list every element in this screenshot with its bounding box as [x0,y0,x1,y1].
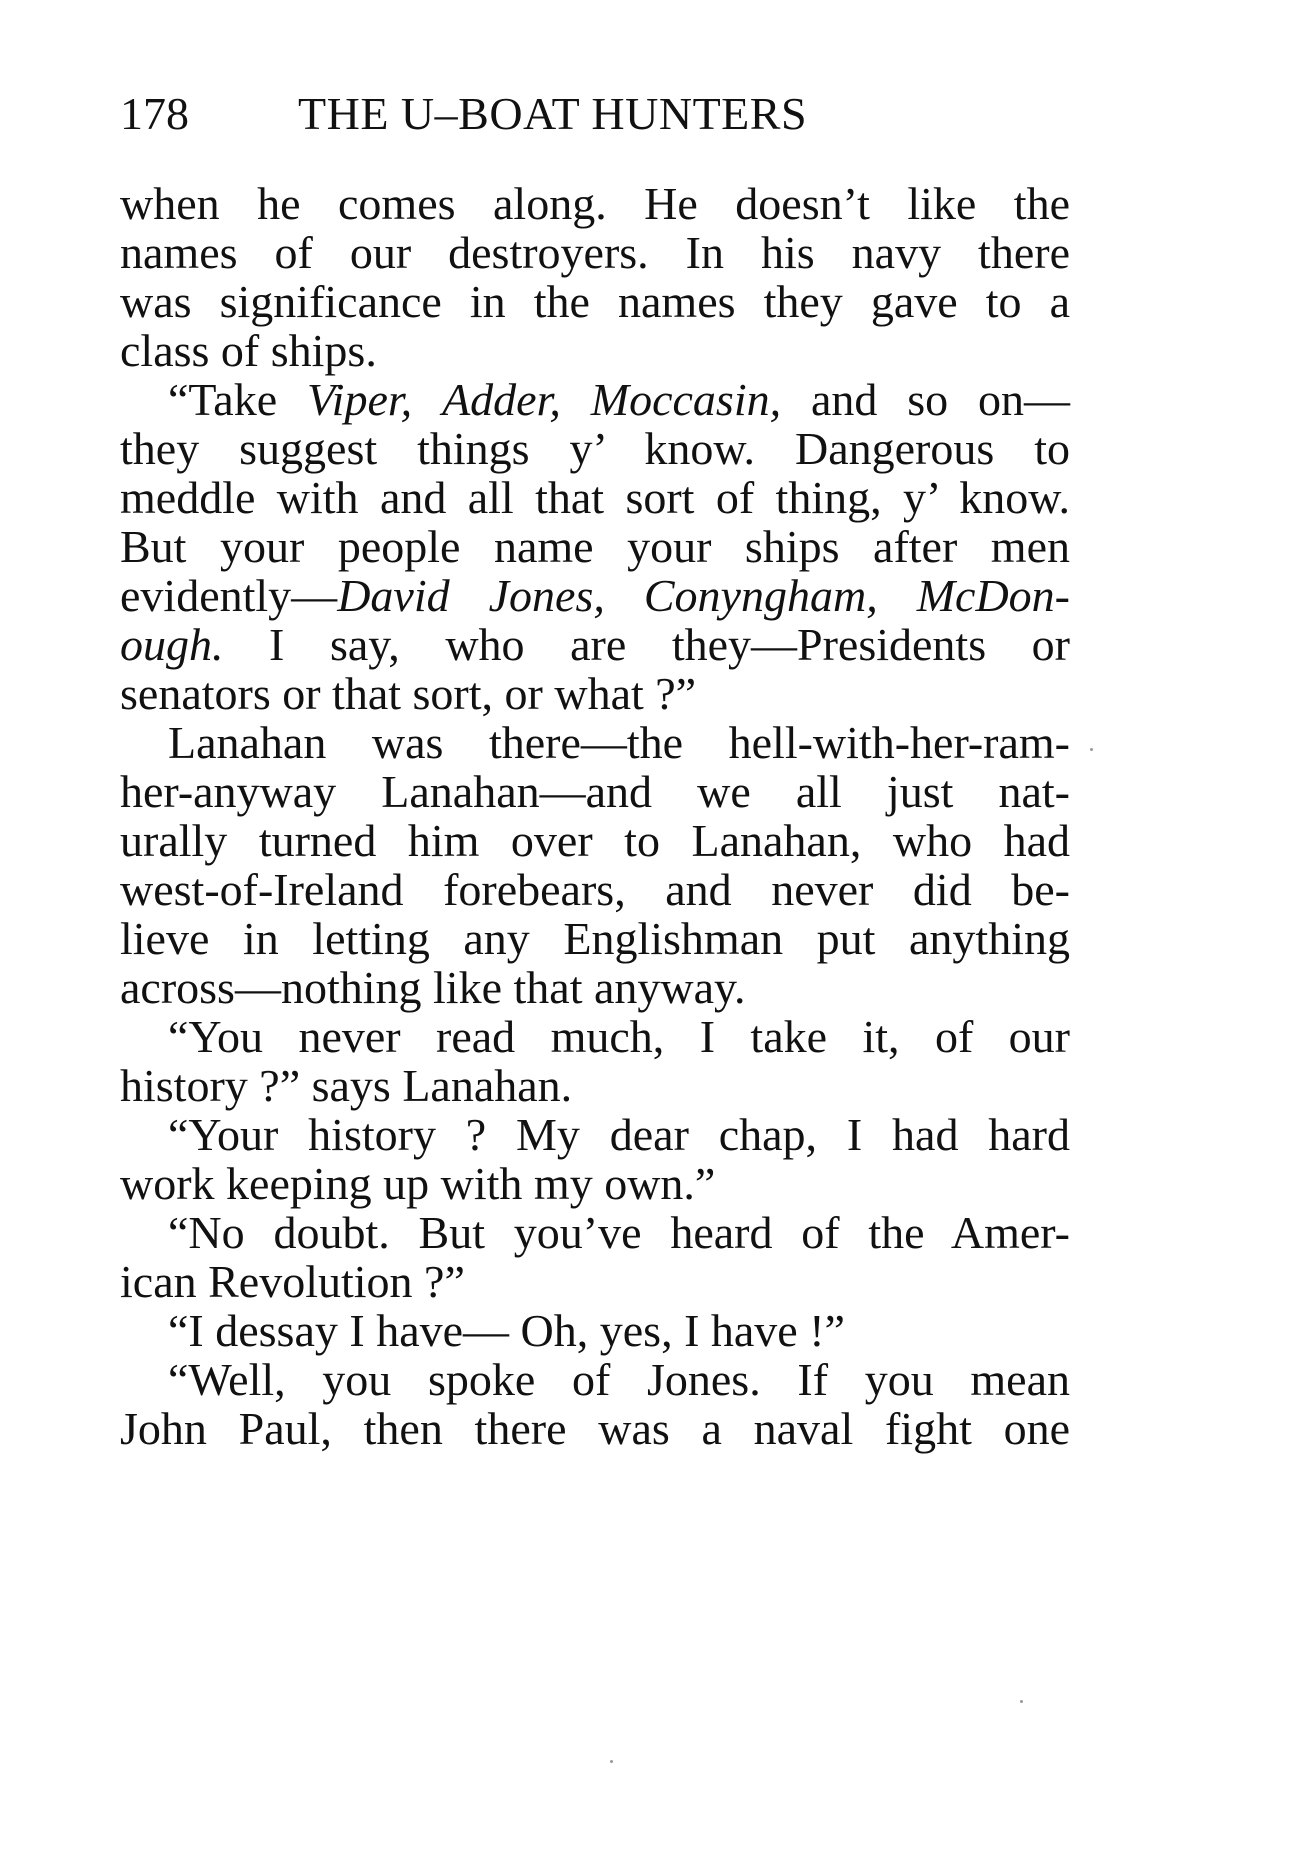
text-line: ough. I say, who are they—Presidents or [120,619,1070,670]
text-line: meddle with and all that sort of thing, y’ know. [120,472,1070,523]
text-line: class of ships. [120,325,377,376]
text-line: “Well, you spoke of Jones. If you mean [168,1354,1070,1405]
text-line: “I dessay I have— Oh, yes, I have !” [168,1305,845,1356]
text-line: lieve in letting any Englishman put anything [120,913,1070,964]
scan-speck [1020,1700,1023,1703]
text-line: history ?” says Lanahan. [120,1060,573,1111]
text-line: across—nothing like that anyway. [120,962,746,1013]
text-line: But your people name your ships after men [120,521,1070,572]
text-line: names of our destroyers. In his navy there [120,227,1070,278]
scan-speck [1090,748,1093,751]
italic-ship-name: Moccasin, [590,374,782,425]
italic-ship-name: McDon- [916,570,1070,621]
text-line: ican Revolution ?” [120,1256,465,1307]
text-line: urally turned him over to Lanahan, who had [120,815,1070,866]
page-header [120,84,1080,144]
text-line: senators or that sort, or what ?” [120,668,697,719]
text-line: “You never read much, I take it, of our [168,1011,1070,1062]
text-line: evidently—David Jones, Conyngham, McDon- [120,570,1070,621]
text-line: west-of-Ireland forebears, and never did be- [120,864,1070,915]
text-line: Lanahan was there—the hell-with-her-ram- [168,717,1070,768]
text-line: they suggest things y’ know. Dangerous to [120,423,1070,474]
italic-ship-name: David Jones, [337,570,605,621]
italic-ship-name: Viper, [307,374,413,425]
italic-ship-name: Adder, [442,374,561,425]
scan-speck [610,1760,613,1763]
running-head: THE U–BOAT HUNTERS [298,88,808,139]
text-line: “Your history ? My dear chap, I had hard [168,1109,1070,1160]
text-line: “No doubt. But you’ve heard of the Amer- [168,1207,1070,1258]
text-line: John Paul, then there was a naval fight one [120,1403,1070,1454]
text-line: when he comes along. He doesn’t like the [120,178,1070,229]
italic-ship-name: Conyngham, [643,570,878,621]
page-number: 178 [120,88,189,139]
text-line: work keeping up with my own.” [120,1158,716,1209]
text-line: her-anyway Lanahan—and we all just nat- [120,766,1070,817]
text-line: “Take Viper, Adder, Moccasin, and so on— [168,374,1071,425]
text-line: was significance in the names they gave to a [120,276,1070,327]
italic-ship-name: ough. [120,619,224,670]
